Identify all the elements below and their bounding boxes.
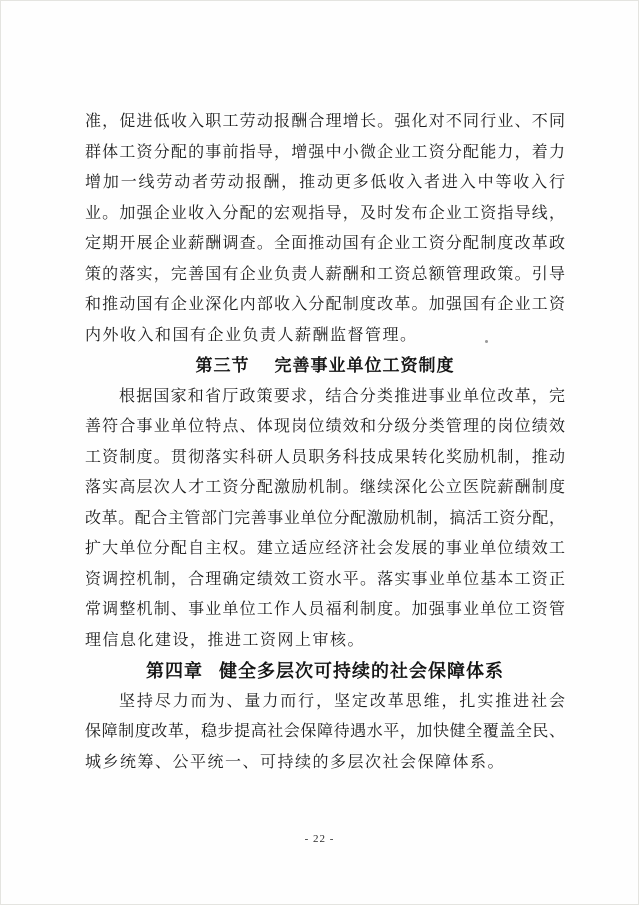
heading-label: 第三节 [195,356,250,375]
text-line: 扩大单位分配自主权。建立适应经济社会发展的事业单位绩效工 [85,540,565,557]
page-number: - 22 - [304,833,335,845]
chapter-heading [85,656,565,687]
text-line: 理信息化建设，推进工资网上审核。 [85,631,366,649]
text-line: 工资制度。贯彻落实科研人员职务科技成果转化奖励机制，推动 [85,448,565,466]
text-line: 内外收入和国有企业负责人薪酬监督管理。 [85,326,418,344]
paragraph [85,107,565,351]
text-line: 群体工资分配的事前指导，增强中小微企业工资分配能力，着力 [85,143,565,161]
text-line: 定期开展企业薪酬调查。全面推动国有企业工资分配制度改革政 [85,235,565,252]
text-line: 资调控机制，合理确定绩效工资水平。落实事业单位基本工资正 [85,570,565,588]
paragraph [85,382,565,657]
text-line: 增加一线劳动者劳动报酬，推动更多低收入者进入中等收入行 [85,174,565,191]
text-line: 城乡统筹、公平统一、可持续的多层次社会保障体系。 [85,753,506,771]
paragraph [85,687,565,779]
text-line: 业。加强企业收入分配的宏观指导，及时发布企业工资指导线， [85,204,565,222]
text-line: 常调整机制、事业单位工作人员福利制度。加强事业单位工资管 [85,601,565,618]
text-line: 落实高层次人才工资分配激励机制。继续深化公立医院薪酬制度 [85,479,565,496]
text-line: 策的落实，完善国有企业负责人薪酬和工资总额管理政策。引导 [85,265,565,283]
heading-title: 完善事业单位工资制度 [274,356,455,375]
text-line: 坚持尽力而为、量力而行，坚定改革思维，扎实推进社会 [119,692,565,710]
text-line: 改革。配合主管部门完善事业单位分配激励机制，搞活工资分配， [85,509,565,527]
section-heading [85,351,565,382]
text-line: 准，促进低收入职工劳动报酬合理增长。强化对不同行业、不同 [85,113,565,130]
text-line: 保障制度改革，稳步提高社会保障待遇水平，加快健全覆盖全民、 [85,723,565,740]
text-line: 根据国家和省厅政策要求，结合分类推进事业单位改革，完 [119,387,565,405]
text-line: 善符合事业单位特点、体现岗位绩效和分级分类管理的岗位绩效 [85,418,565,435]
text-line: 和推动国有企业深化内部收入分配制度改革。加强国有企业工资 [85,296,565,313]
heading-label: 第四章 [146,661,203,681]
document-content [85,107,565,778]
scan-speck [485,340,488,343]
heading-title: 健全多层次可持续的社会保障体系 [219,661,504,681]
